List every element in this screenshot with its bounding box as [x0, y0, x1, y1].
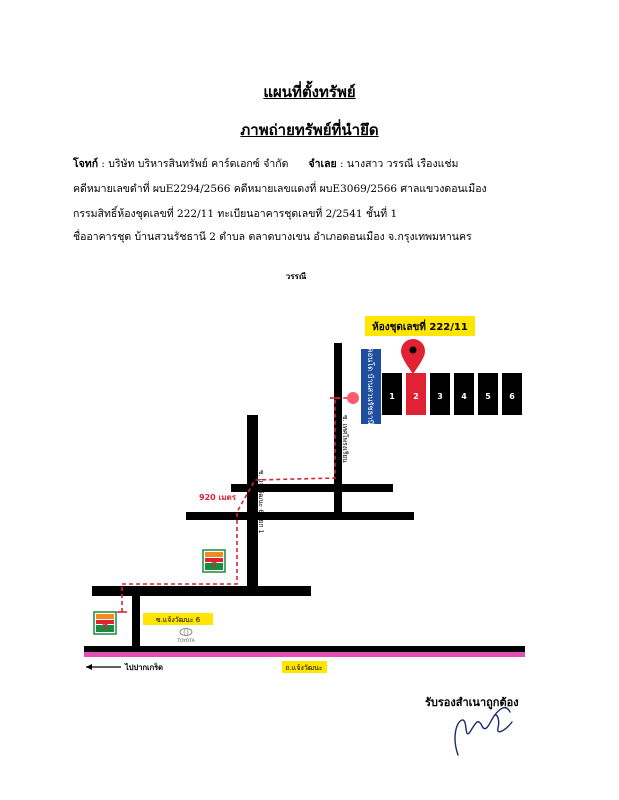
road-label-chaeng-yaek1: ซ. แจ้งวัฒนะ 6 แยก 1 [257, 470, 265, 534]
svg-text:7: 7 [101, 623, 109, 633]
distance-label: 920 เมตร [199, 493, 236, 502]
plaintiff-value: : บริษัท บริหารสินทรัพย์ คาร์ดเอกซ์ จำกัด [101, 158, 289, 170]
unit-number: 5 [485, 392, 491, 401]
svg-text:7: 7 [210, 561, 218, 571]
condo-building-label: คอนโด บ้านสวนรัชธานี [366, 347, 375, 425]
svg-text:TOYOTA: TOYOTA [177, 639, 195, 644]
to-pakkret-label: ไปปากเกร็ด [125, 663, 164, 672]
case-number-line: คดีหมายเลขดำที่ ผบE2294/2566 คดีหมายเลขแดงที่ ผบE3069/2566 ศาลแขวงดอนเมือง [73, 183, 487, 195]
defendant-label: จำเลย [308, 158, 337, 170]
road-label-soi-tesh: ซ. เทศโพรงเรียน [341, 415, 349, 463]
unit-number: 2 [413, 392, 419, 401]
unit-number: 6 [509, 392, 515, 401]
title-deed-line: กรรมสิทธิ์ห้องชุดเลขที่ 222/11 ทะเบียนอาคารชุดเลขที่ 2/2541 ชั้นที่ 1 [73, 208, 398, 220]
chaeng6-label: ซ.แจ้งวัฒนะ 6 [155, 616, 201, 624]
building-line: ชื่ออาคารชุด บ้านสวนรัชธานี 2 ตำบล ตลาดบางเขน อำเภอดอนเมือง จ.กรุงเทพมหานคร [73, 231, 472, 243]
owner-label: วรรณี [285, 272, 307, 281]
road-label-thep: ซ. เทพโพธาราม [280, 484, 327, 492]
page-title: แผนที่ตั้งทรัพย์ [263, 83, 356, 101]
certification-label: รับรองสำเนาถูกต้อง [425, 696, 519, 709]
unit-number: 3 [437, 392, 443, 401]
page-subtitle: ภาพถ่ายทรัพย์ที่นำยึด [240, 121, 379, 139]
main-road-label: ถ.แจ้งวัฒนะ [285, 664, 323, 672]
plaintiff-label: โจทก์ [73, 158, 99, 170]
unit-number: 1 [389, 392, 395, 401]
unit-number: 4 [461, 392, 467, 401]
defendant-value: : นางสาว วรรณี เรืองแช่ม [340, 158, 459, 170]
unit-label: ห้องชุดเลขที่ 222/11 [372, 322, 468, 333]
